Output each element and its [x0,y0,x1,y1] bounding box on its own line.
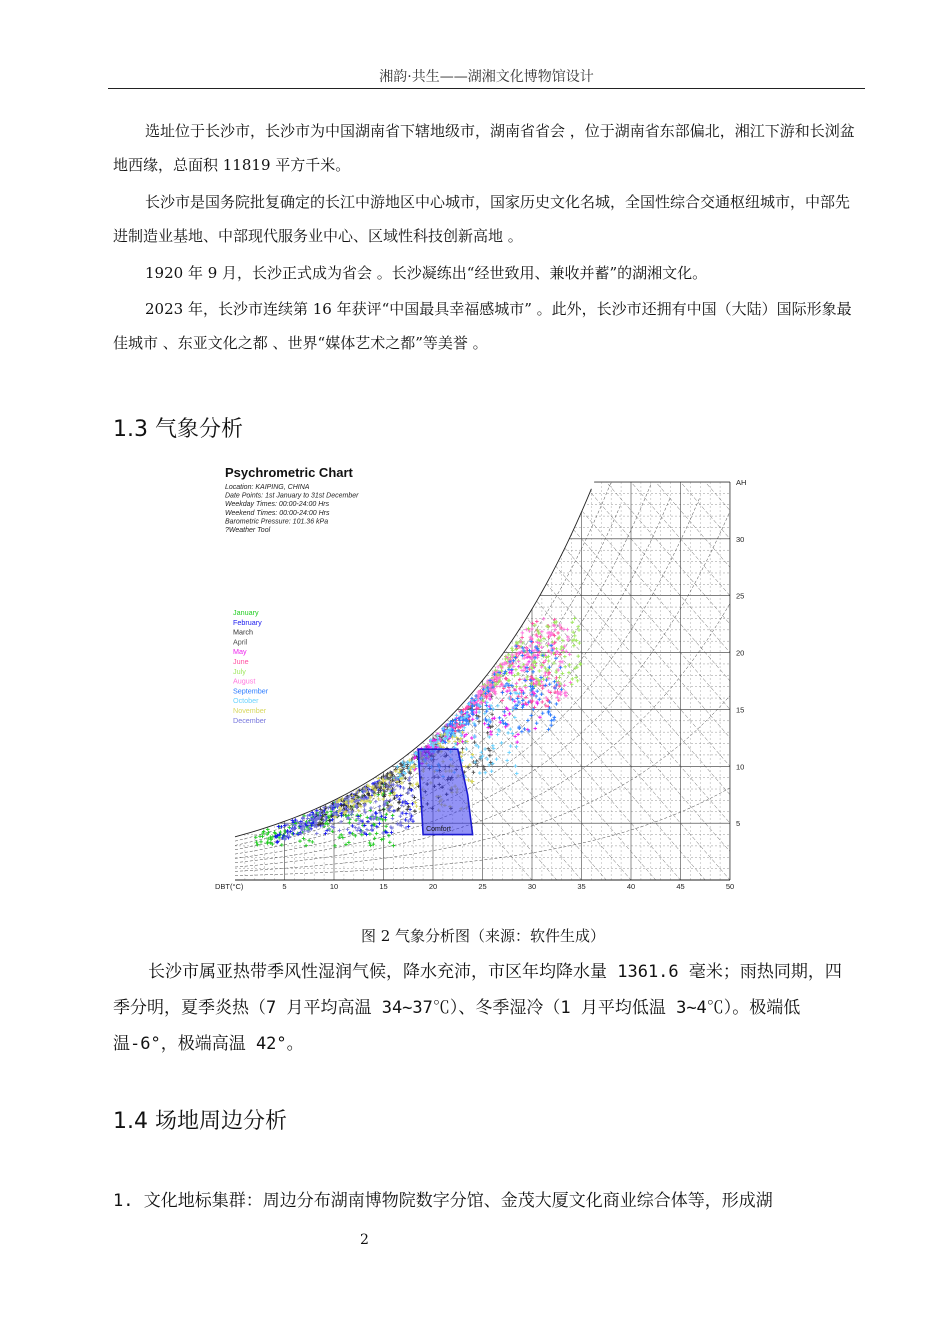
data-point [477,745,481,749]
data-point [392,809,396,813]
data-point [524,684,528,688]
data-point [520,695,524,699]
comfort-zone-polygon [418,749,472,834]
data-point [385,813,389,817]
data-point [515,682,519,686]
data-point [307,839,311,843]
data-point [554,656,558,660]
data-point [511,649,515,653]
data-point [471,718,475,722]
data-point [470,756,474,760]
data-point [344,843,348,847]
y-tick-label: 5 [736,819,741,829]
saturation-curve [235,489,591,837]
y-tick-label: 25 [736,591,745,601]
data-point [570,620,574,624]
data-point [411,819,415,823]
chart-info-line: Location: KAIPING, CHINA [225,484,310,491]
x-tick-label: 40 [626,882,636,891]
wetbulb-line [631,425,950,937]
data-point [527,660,531,664]
data-point [501,691,505,695]
data-point [563,665,567,669]
data-point [521,654,525,658]
data-point [507,751,511,755]
data-point [486,747,490,751]
data-point [513,716,517,720]
data-point [258,834,262,838]
wetbulb-line [557,425,950,937]
running-header: 湘韵·共生——湖湘文化博物馆设计 [379,69,594,85]
data-point [375,832,379,836]
data-point [550,719,554,723]
data-point [266,828,270,832]
data-point [547,659,551,663]
data-point [315,832,319,836]
data-point [476,764,480,768]
wetbulb-line [532,425,950,937]
chart-info-line: ?Weather Tool [225,527,271,534]
wetbulb-line [829,425,950,937]
data-point [490,769,494,773]
wetbulb-line [730,425,950,937]
series-december [283,776,414,841]
data-point [575,639,579,643]
wetbulb-line [606,425,950,937]
x-tick-label: 5 [282,882,287,891]
data-point [382,807,386,811]
data-point [485,704,489,708]
data-point [496,733,500,737]
section-heading-1-4: 1.4 场地周边分析 [113,1109,287,1134]
psychrometric-chart [215,462,745,892]
data-point [558,676,562,680]
data-point [515,745,519,749]
data-point [505,759,509,763]
data-point [553,716,557,720]
data-point [535,689,539,693]
data-point [529,714,533,718]
data-point [355,829,359,833]
data-point [518,678,522,682]
wetbulb-line [656,425,950,937]
wetbulb-line [681,425,950,937]
data-point [365,816,369,820]
intro-paragraph-2: 长沙市是国务院批复确定的长江中游地区中心城市，国家历史文化名城，全国性综合交通枢纽城市，中部先进制造业基地、中部现代服务业中心、区域性科技创新高地 。 [113,193,851,245]
data-point [520,636,524,640]
data-point [368,832,372,836]
data-point [513,674,517,678]
data-point [509,692,513,696]
data-point [548,682,552,686]
data-point [513,735,517,739]
chart-title: Psychrometric Chart [225,465,353,480]
data-point [399,820,403,824]
data-point [478,771,482,775]
wetbulb-line [755,425,950,937]
data-point [461,750,465,754]
data-point [566,628,570,632]
data-point [288,826,292,830]
data-point [541,711,545,715]
data-point [547,728,551,732]
x-axis-label: DBT(°C) [215,882,244,891]
data-point [378,811,382,815]
data-point [279,830,283,834]
x-tick-label: 50 [725,882,735,891]
data-point [488,754,492,758]
data-point [520,730,524,734]
data-point [302,837,306,841]
data-point [397,801,401,805]
data-point [429,738,433,742]
data-point [311,840,315,844]
data-point [383,816,387,820]
data-point [477,720,481,724]
data-point [502,710,506,714]
y-tick-label: 20 [736,648,745,658]
data-point [359,814,363,818]
legend-entry: June [233,657,249,666]
data-point [315,809,319,813]
data-point [477,710,481,714]
data-point [542,637,546,641]
data-point [554,670,558,674]
y-tick-label: 15 [736,705,745,715]
legend-entry: January [233,608,259,617]
chart-info-line: Date Points: 1st January to 31st December [225,492,359,500]
data-point [541,686,545,690]
data-point [508,712,512,716]
data-point [413,809,417,813]
data-point [526,719,530,723]
data-point [513,691,517,695]
series-august [471,617,572,708]
x-tick-label: 25 [478,882,487,891]
x-tick-label: 30 [527,882,537,891]
comfort-zone [418,749,472,834]
data-point [571,677,575,681]
x-tick-label: 35 [577,882,586,891]
data-point [515,685,519,689]
data-point [553,680,557,684]
data-point [516,697,520,701]
data-point [488,749,492,753]
data-point [483,747,487,751]
legend-entry: July [233,666,246,676]
data-point [549,713,553,717]
data-point [521,631,525,635]
data-point [578,641,582,645]
wetbulb-line [507,425,950,937]
data-point [363,824,367,828]
page-number: 2 [360,1232,369,1248]
data-point [553,628,557,632]
data-point [533,727,537,731]
data-point [453,740,457,744]
data-point [525,670,529,674]
data-point [576,679,580,683]
data-point [515,772,519,776]
data-point [542,617,546,621]
y-axis-label: AH [736,478,747,487]
x-tick-label: 10 [329,882,339,891]
data-point [455,714,459,718]
data-point [388,794,392,798]
header-rule [108,88,865,89]
y-tick-label: 10 [736,762,745,772]
data-point [382,808,386,812]
data-point [388,841,392,845]
data-point [399,814,403,818]
legend-entry: November [233,706,267,715]
chart-info-line: Weekend Times: 00:00-24:00 Hrs [225,509,330,517]
wetbulb-line [582,425,950,937]
wetbulb-line [334,425,780,937]
legend-entry: September [233,686,269,696]
data-point [517,665,521,669]
data-point [576,654,580,658]
data-point [486,731,490,735]
data-point [509,744,513,748]
data-point [461,747,465,751]
data-point [363,811,367,815]
data-point [378,822,382,826]
legend-entry: March [233,627,253,637]
data-point [517,660,521,664]
data-point [572,644,576,648]
chart-points [254,617,582,848]
data-point [325,811,329,815]
data-point [530,627,534,631]
comfort-zone-label: Comfort [426,826,451,834]
data-point [483,771,487,775]
data-point [374,800,378,804]
data-point [510,646,514,650]
data-point [540,700,544,704]
data-point [483,722,487,726]
data-point [490,713,494,717]
wetbulb-line [780,425,950,937]
data-point [384,825,388,829]
figure-caption: 图 2 气象分析图（来源：软件生成） [360,927,606,945]
data-point [470,736,474,740]
data-point [556,631,560,635]
section-heading-1-3: 1.3 气象分析 [113,417,243,442]
data-point [354,826,358,830]
data-point [393,791,397,795]
data-point [280,843,284,847]
data-point [548,665,552,669]
data-point [508,671,512,675]
data-point [486,707,490,711]
data-point [503,714,507,718]
data-point [558,653,562,657]
data-point [464,765,468,769]
data-point [402,786,406,790]
legend-entry: October [233,696,259,706]
x-tick-label: 20 [428,882,438,891]
data-point [348,821,352,825]
data-point [280,825,284,829]
data-point [561,672,565,676]
wetbulb-line [483,425,929,937]
y-tick-label: 30 [736,534,745,544]
data-point [523,727,527,731]
data-point [535,620,539,624]
x-tick-label: 45 [676,882,685,891]
data-point [514,668,518,672]
data-point [528,644,532,648]
data-point [560,660,564,664]
chart-info-line: Barometric Pressure: 101.36 kPa [225,518,329,526]
wetbulb-line [804,425,950,937]
data-point [370,828,374,832]
data-point [500,741,504,745]
data-point [504,677,508,681]
legend-entry: August [233,676,256,686]
data-point [538,715,542,719]
data-point [283,824,287,828]
data-point [357,809,361,813]
data-point [338,829,342,833]
data-point [495,757,499,761]
data-point [259,840,263,844]
data-point [524,686,528,690]
data-point [472,770,476,774]
legend-entry: February [233,617,262,627]
data-point [370,828,374,832]
data-point [568,653,572,657]
data-point [514,764,518,768]
data-point [576,625,580,629]
x-tick-label: 15 [379,882,388,891]
data-point [399,794,403,798]
data-point [377,797,381,801]
data-point [544,704,548,708]
data-point [286,834,290,838]
legend-entry: December [233,715,267,725]
legend-entry: April [233,637,248,647]
data-point [506,731,510,735]
data-point [544,659,548,663]
data-point [346,827,350,831]
data-point [537,669,541,673]
data-point [549,723,553,727]
data-point [504,725,508,729]
chart-legend [233,608,269,725]
data-point [483,712,487,716]
data-point [408,812,412,816]
data-point [392,844,396,848]
data-point [382,837,386,841]
data-point [555,702,559,706]
data-point [363,808,367,812]
data-point [391,817,395,821]
data-point [543,674,547,678]
data-point [347,841,351,845]
data-point [496,704,500,708]
data-point [509,727,513,731]
data-point [390,831,394,835]
wetbulb-line [705,425,950,937]
data-point [516,733,520,737]
legend-entry: May [233,647,247,657]
intro-paragraph-1: 选址位于长沙市，长沙市为中国湖南省下辖地级市，湖南省省会 ，位于湖南省东部偏北，湘江下游和长浏盆地西缘，总面积 11819 平方千米。 [113,122,855,174]
data-point [401,800,405,804]
chart-info [225,484,359,534]
data-point [415,804,419,808]
wetbulb-line [136,425,582,937]
data-point [573,634,577,638]
data-point [577,628,581,632]
climate-paragraph: 长沙市属亚热带季风性湿润气候，降水充沛，市区年均降水量 1361.6 毫米；雨热同期，四季分明，夏季炎热（7 月平均高温 34~37℃）、冬季湿冷（1 月平均低温 3~4℃）。极端低温-6°，极端高温 42°。 [113,962,842,1054]
data-point [369,806,373,810]
data-point [465,747,469,751]
data-point [563,655,567,659]
data-point [498,716,502,720]
intro-paragraph-4: 2023 年，长沙市连续第 16 年获评“中国最具幸福感城市” 。此外，长沙市还拥有中国（大陆）国际形象最佳城市 、东亚文化之都 、世界“媒体艺术之都”等美誉 。 [113,300,852,352]
chart-info-line: Weekday Times: 00:00-24:00 Hrs [225,501,330,509]
intro-paragraph-3: 1920 年 9 月，长沙正式成为省会 。长沙凝练出“经世致用、兼收并蓄”的湖湘文化。 [145,264,708,282]
data-point [298,839,302,843]
list-item-1: 1. 文化地标集群：周边分布湖南博物院数字分馆、金茂大厦文化商业综合体等，形成湖 [113,1191,773,1211]
data-point [535,721,539,725]
wetbulb-line [384,425,830,937]
data-point [404,812,408,816]
data-point [380,838,384,842]
data-point [326,822,330,826]
